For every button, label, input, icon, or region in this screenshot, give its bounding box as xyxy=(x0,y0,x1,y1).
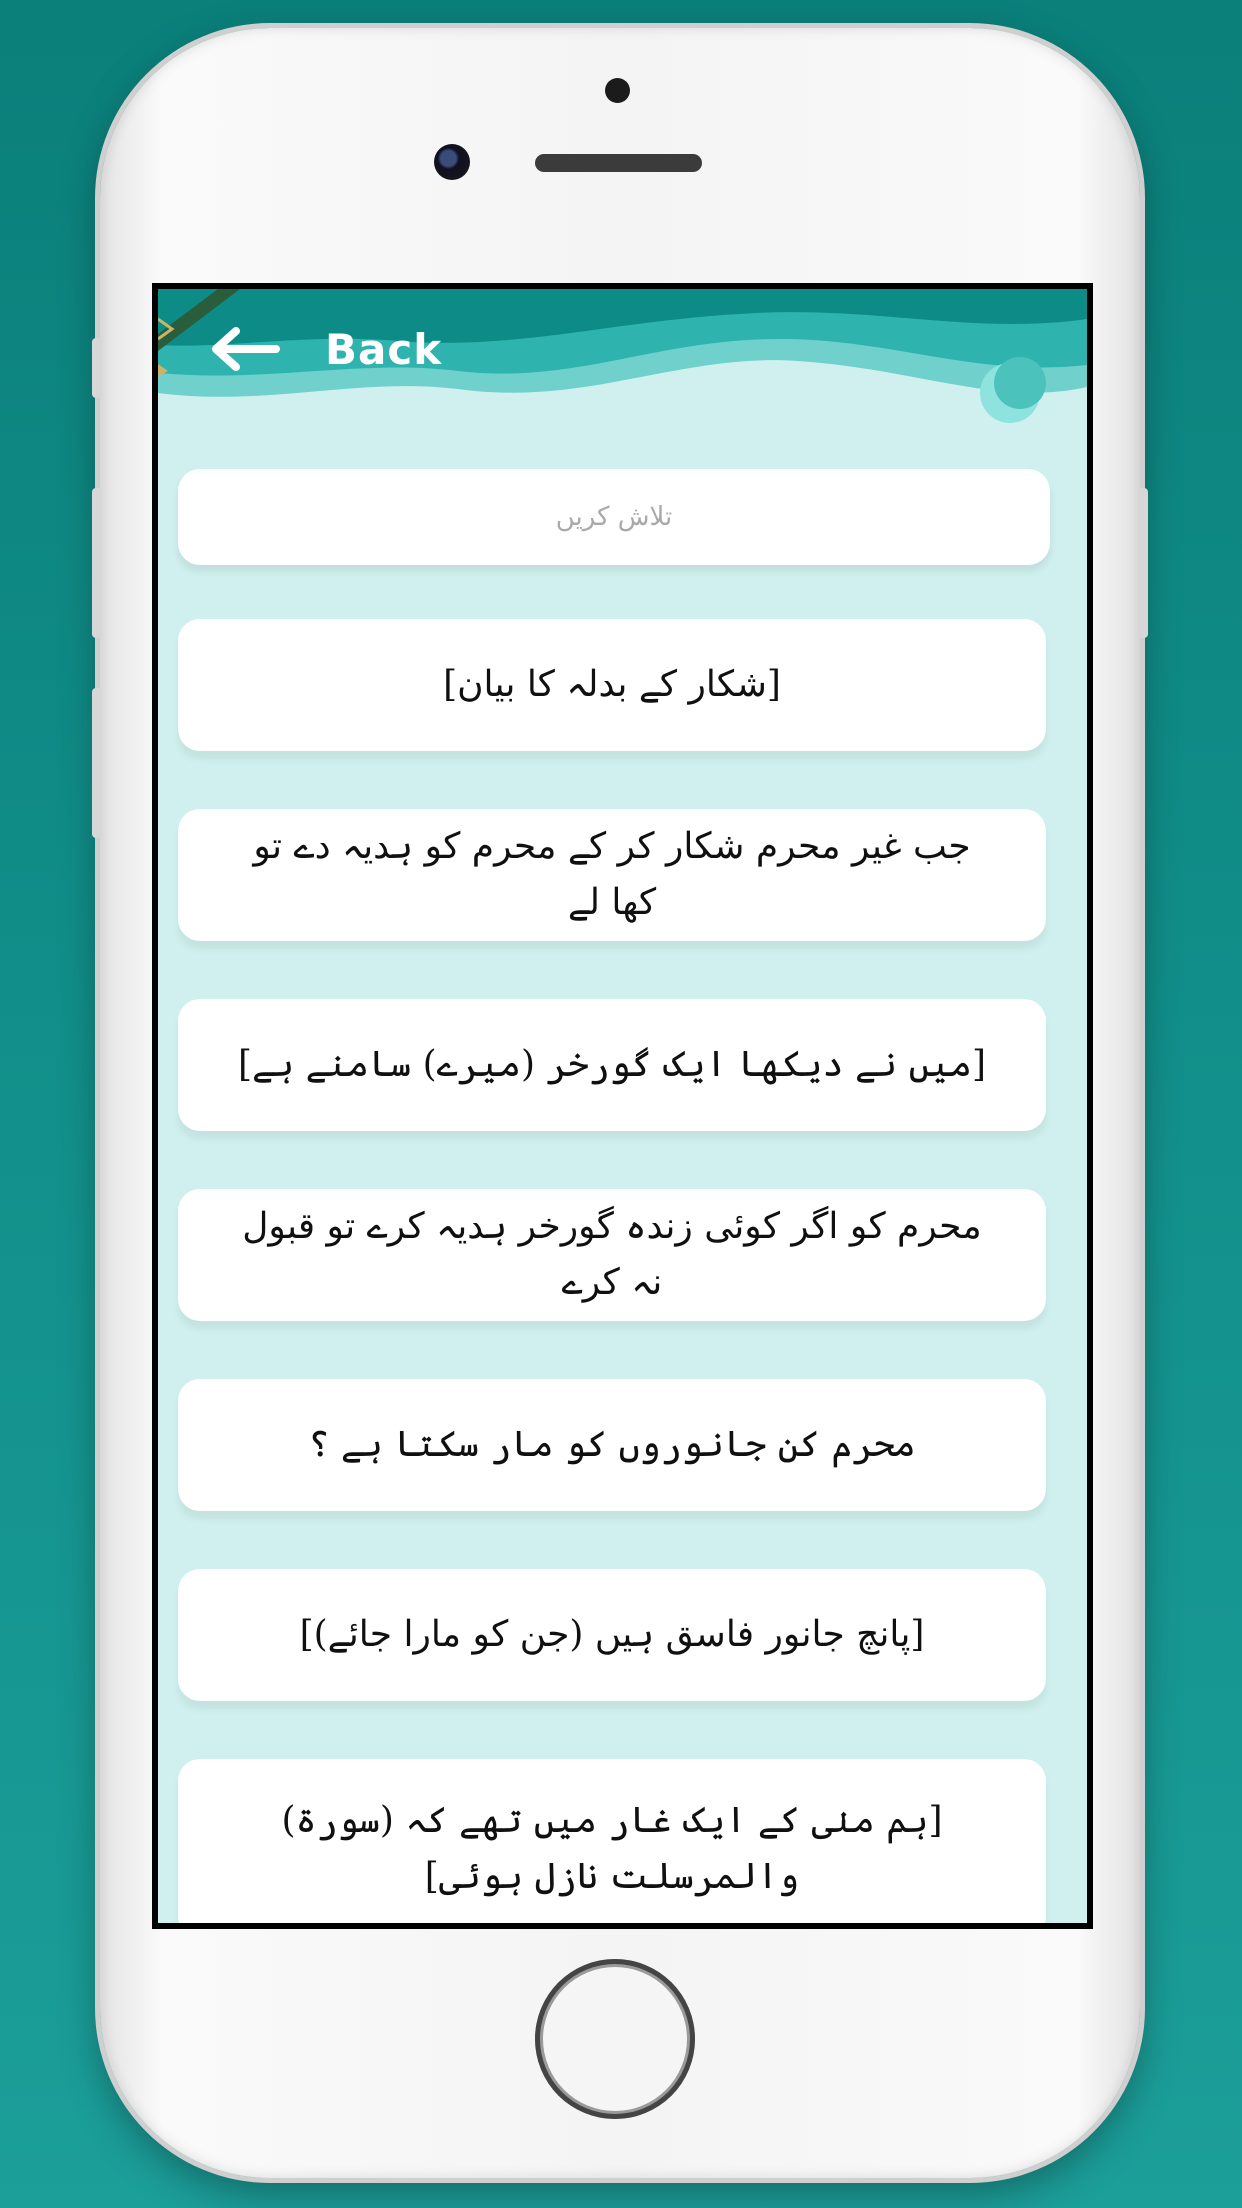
list-item[interactable]: جب غیر محرم شکار کر کے محرم کو ہدیہ دے تو کھا لے xyxy=(178,809,1046,941)
mute-switch xyxy=(92,338,102,398)
list-item[interactable]: محرم کن جانوروں کو مار سکتا ہے ؟ xyxy=(178,1379,1046,1511)
back-label: Back xyxy=(325,324,443,374)
back-button[interactable] xyxy=(208,319,442,379)
proximity-sensor xyxy=(605,78,630,103)
list-item[interactable]: [میں نے دیکھا ایک گورخر (میرے) سامنے ہے] xyxy=(178,999,1046,1131)
home-button[interactable] xyxy=(535,1959,695,2119)
earpiece-speaker xyxy=(535,154,702,172)
list-item[interactable]: [ہم منٰی کے ایک غار میں تھے کہ (سورۃ) والمرسلت نازل ہوئی] xyxy=(178,1759,1046,1929)
list-item[interactable]: [شکار کے بدلہ کا بیان] xyxy=(178,619,1046,751)
topic-list xyxy=(178,619,1046,1929)
app-screen xyxy=(152,283,1093,1929)
volume-down-button xyxy=(92,688,102,838)
arrow-left-icon xyxy=(208,327,280,371)
search-input[interactable] xyxy=(178,469,1050,565)
front-camera xyxy=(434,144,470,180)
header-wave-background xyxy=(158,289,1087,469)
volume-up-button xyxy=(92,488,102,638)
power-button xyxy=(1138,488,1148,638)
list-item[interactable]: محرم کو اگر کوئی زندہ گورخر ہدیہ کرے تو قبول نہ کرے xyxy=(178,1189,1046,1321)
list-item[interactable]: [پانچ جانور فاسق ہیں (جن کو مارا جائے)] xyxy=(178,1569,1046,1701)
header xyxy=(158,289,1087,469)
